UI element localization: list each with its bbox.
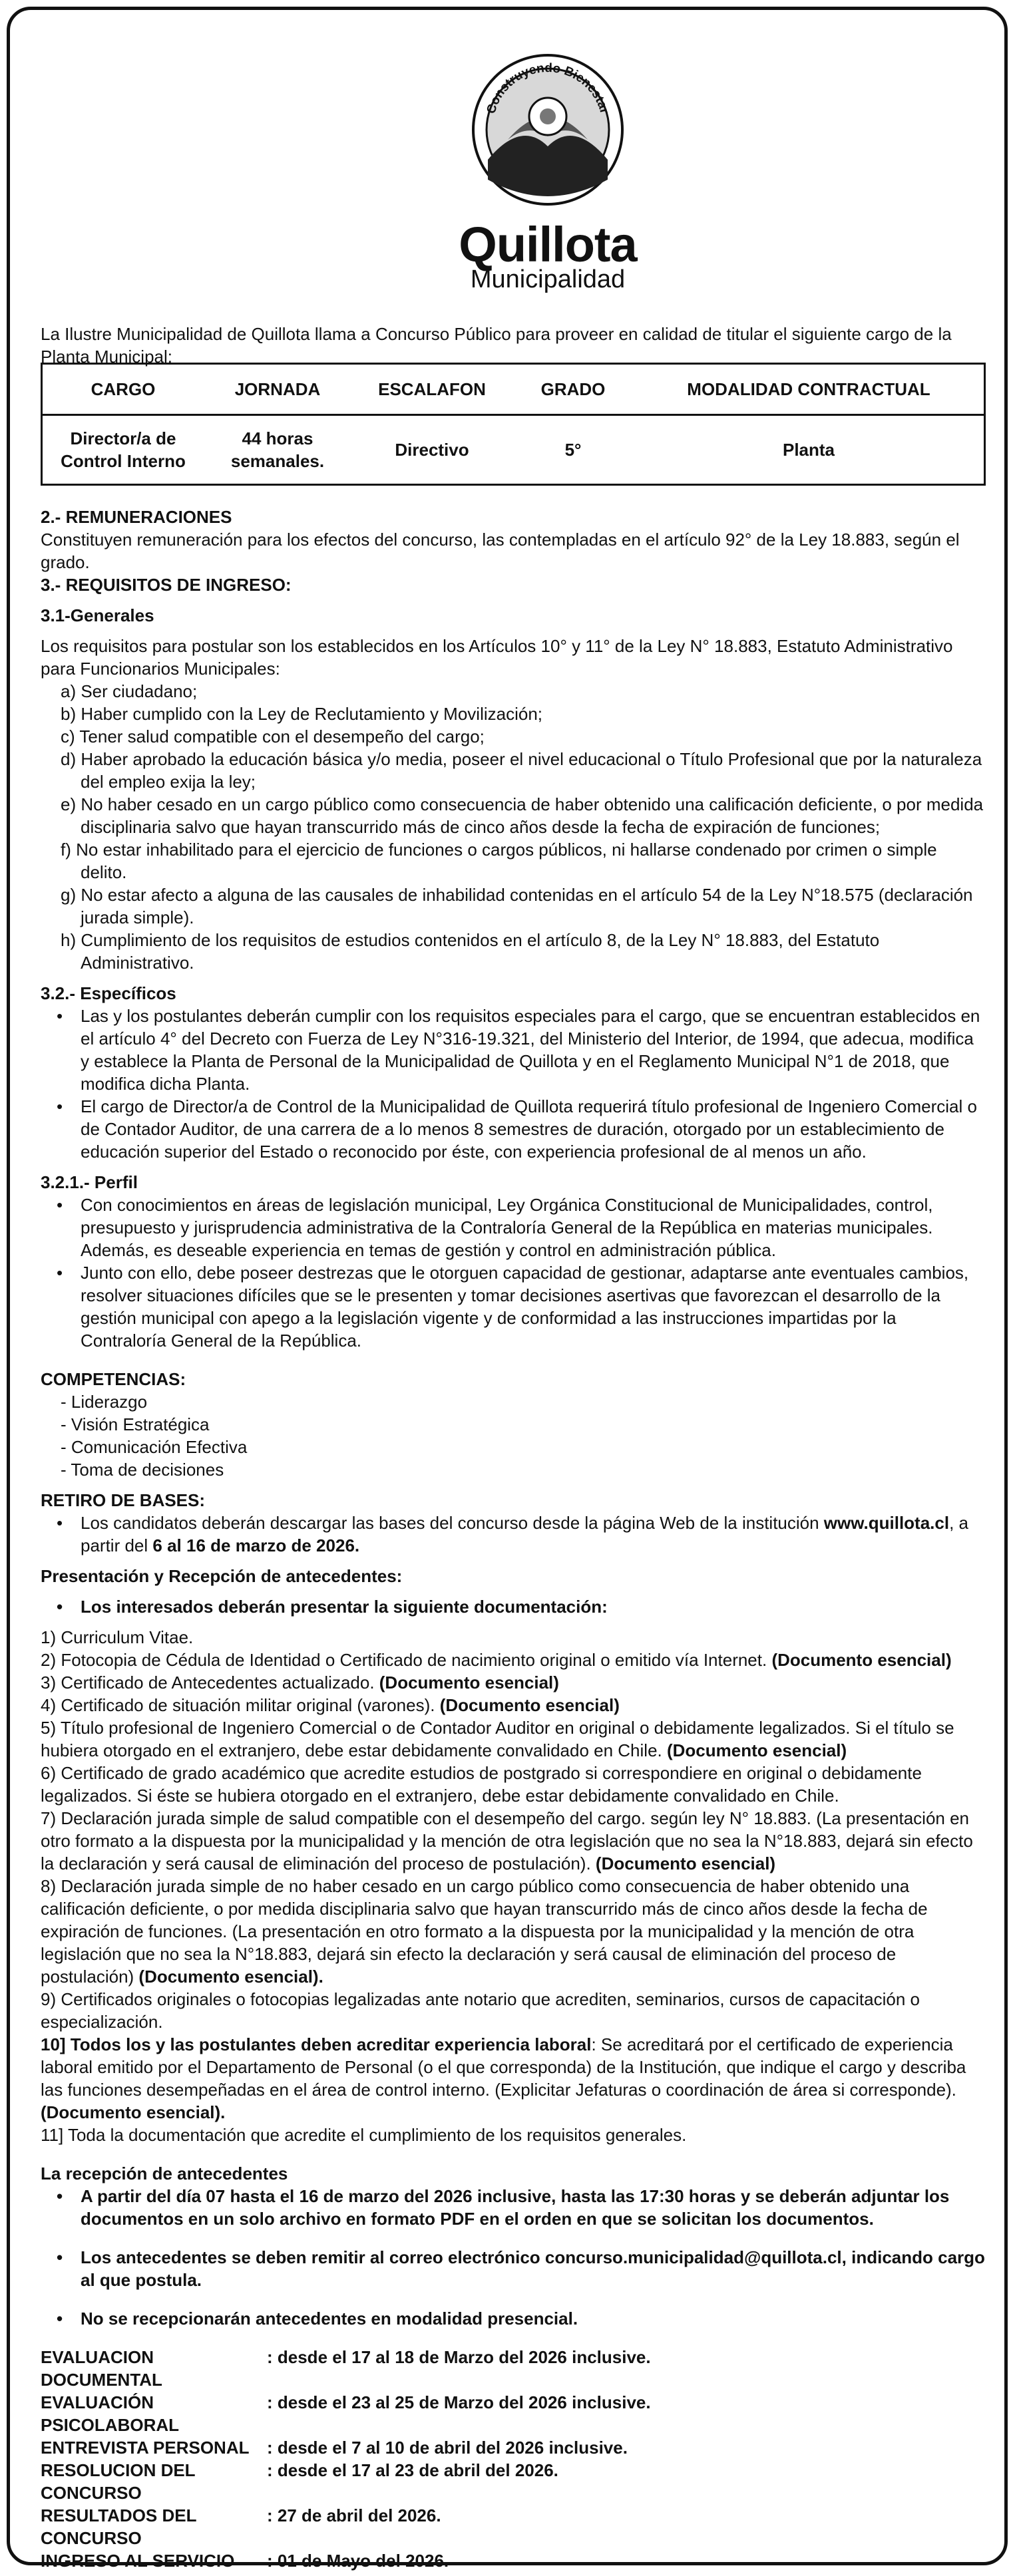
list-item: 9) Certificados originales o fotocopias legalizadas ante notario que acrediten, seminarios, cursos de capacitación o especialización. — [41, 1989, 920, 2032]
list-item: • No se recepcionarán antecedentes en modalidad presencial. — [57, 2309, 578, 2329]
documents-list — [41, 1626, 986, 2146]
list-item: 7) Declaración jurada simple de salud compatible con el desempeño del cargo. según ley N° 18.883. (La presentación en otro formato a la dispuesta por la municipalidad y la mención de otra legislación que no sea la N°18.883, dejará sin efecto la declaración y será causal de eliminación del proceso de postulación). (Documento esencial) — [41, 1808, 973, 1873]
list-item: • A partir del día 07 hasta el 16 de marzo del 2026 inclusive, hasta las 17:30 horas y se deberán adjuntar los documentos en un solo archivo en formato PDF en el orden en que se solicitan los documentos. — [57, 2186, 950, 2229]
list-item: • Junto con ello, debe poseer destrezas que le otorguen capacidad de gestionar, adaptarse ante eventuales cambios, resolver situaciones difíciles que se le presenten y tomar decisiones asertivas que favorezcan el desarrollo de la gestión municipal con apego a la legislación vigente y de conformidad a las instrucciones impartidas por la Contraloría General de la República. — [57, 1263, 969, 1351]
col-escalafon: ESCALAFON — [351, 364, 512, 415]
list-item: 5) Título profesional de Ingeniero Comercial o de Contador Auditor en original o debidamente legalizados. Si el título se hubiera otorgado en el extranjero, debe estar debidamente convalidado en Chile. (Documento esencial) — [41, 1718, 954, 1760]
intro-text: La Ilustre Municipalidad de Quillota llama a Concurso Público para proveer en calidad de titular el siguiente cargo de la Planta Municipal: — [41, 324, 952, 367]
cell-grado: 5° — [564, 440, 582, 460]
remuneraciones-text: Constituyen remuneración para los efectos del concurso, las contempladas en el artículo 92° de la Ley 18.883, según el grado. — [41, 530, 960, 572]
generales-list — [41, 680, 986, 974]
schedule-value: : desde el 17 al 23 de abril del 2026. — [267, 2460, 558, 2480]
schedule-value: : desde el 17 al 18 de Marzo del 2026 inclusive. — [267, 2347, 651, 2367]
list-item: 10] Todos los y las postulantes deben acreditar experiencia laboral: Se acreditará por el certificado de experiencia laboral emitido por el Departamento de Personal (o el que corresponda) de la Institución, que indique el cargo y describa las funciones desempeñadas en el área de control interno. (Explicitar Jefaturas o coordinación de área si corresponde). (Documento esencial). — [41, 2034, 966, 2122]
list-item: 2) Fotocopia de Cédula de Identidad o Certificado de nacimiento original o emitido vía Internet. (Documento esencial) — [41, 1650, 952, 1670]
list-item: - Visión Estratégica — [61, 1414, 210, 1434]
position-table — [41, 363, 986, 486]
schedule-label: EVALUACIÓN PSICOLABORAL — [41, 2392, 179, 2435]
page-border — [7, 7, 1008, 2571]
schedule-label: INGRESO AL SERVICIO — [41, 2551, 235, 2571]
schedule-label: EVALUACION DOCUMENTAL — [41, 2347, 162, 2390]
cell-jornada: 44 horas semanales. — [230, 428, 325, 471]
perfil-heading: 3.2.1.- Perfil — [41, 1172, 138, 1192]
list-item: 3) Certificado de Antecedentes actualizado. (Documento esencial) — [41, 1673, 559, 1692]
col-cargo: CARGO — [42, 364, 204, 415]
list-item: h) Cumplimiento de los requisitos de estudios contenidos en el artículo 8, de la Ley N° 18.883, del Estatuto Administrativo. — [61, 930, 880, 973]
schedule-value: : desde el 7 al 10 de abril del 2026 inclusive. — [267, 2438, 628, 2458]
cell-modalidad: Planta — [782, 440, 835, 460]
list-item: 6) Certificado de grado académico que acredite estudios de postgrado si correspondiere en original o debidamente legalizados. Si éste se hubiera otorgado en el extranjero, debe estar debidamente convalidado en Chile. — [41, 1763, 922, 1806]
especificos-heading: 3.2.- Específicos — [41, 983, 176, 1003]
retiro-item: • Los candidatos deberán descargar las bases del concurso desde la página Web de la institución www.quillota.cl, a partir del 6 al 16 de marzo de 2026. — [57, 1513, 968, 1555]
presentacion-heading: Presentación y Recepción de antecedentes: — [41, 1566, 403, 1586]
schedule-value: : desde el 23 al 25 de Marzo del 2026 inclusive. — [267, 2392, 651, 2412]
recepcion-heading: La recepción de antecedentes — [41, 2164, 288, 2183]
list-item: 8) Declaración jurada simple de no haber cesado en un cargo público como consecuencia de haber obtenido una calificación deficiente, o por medida disciplinaria salvo que hayan transcurrido más de cinco años desde la fecha de expiración de funciones. (La presentación en otro formato a la dispuesta por la municipalidad y la mención de otra legislación que no sea la N°18.883, dejará sin efecto la declaración y será causal de eliminación del proceso de postulación) (Documento esencial). — [41, 1876, 928, 1987]
list-item: • Las y los postulantes deberán cumplir con los requisitos especiales para el cargo, que se encuentran establecidos en el artículo 4° del Decreto con Fuerza de Ley N°316-19.321, del Ministerio del Interior, de 1994, que adecua, modifica y establece la Planta de Personal de la Municipalidad de Quillota y en el Reglamento Municipal N°1 de 2018, que modifica dicha Planta. — [57, 1006, 980, 1094]
col-jornada: JORNADA — [204, 364, 351, 415]
list-item: e) No haber cesado en un cargo público como consecuencia de haber obtenido una calificación deficiente, o por medida disciplinaria salvo que hayan transcurrido más de cinco años desde la fecha de expiración de funciones; — [61, 794, 984, 837]
quillota-logo — [455, 47, 641, 293]
col-modalidad: MODALIDAD CONTRACTUAL — [634, 364, 985, 415]
schedule-value: : 01 de Mayo del 2026. — [267, 2551, 449, 2571]
list-item: • Con conocimientos en áreas de legislación municipal, Ley Orgánica Constitucional de Municipalidades, control, presupuesto y jurisprudencia administrativa de la Contraloría General de la República en materias municipales. Además, es deseable experiencia en temas de gestión y control en administración pública. — [57, 1195, 933, 1260]
list-item: • Los antecedentes se deben remitir al correo electrónico concurso.municipalidad@quillota.cl, indicando cargo al que postula. — [57, 2247, 985, 2290]
cell-escalafon: Directivo — [395, 440, 469, 460]
list-item: - Toma de decisiones — [61, 1460, 224, 1480]
logo-subtitle: Municipalidad — [470, 265, 626, 293]
list-item: 4) Certificado de situación militar original (varones). (Documento esencial) — [41, 1695, 620, 1715]
list-item: b) Haber cumplido con la Ley de Reclutamiento y Movilización; — [61, 704, 543, 724]
list-item: c) Tener salud compatible con el desempeño del cargo; — [61, 726, 485, 746]
list-item: 1) Curriculum Vitae. — [41, 1627, 194, 1647]
list-item: • El cargo de Director/a de Control de la Municipalidad de Quillota requerirá título profesional de Ingeniero Comercial o de Contador Auditor, de una carrera de a lo menos 8 semestres de duración, otorgado por un establecimiento de educación superior del Estado o reconocido por éste, con experiencia profesional de al menos un año. — [57, 1096, 977, 1162]
list-item: d) Haber aprobado la educación básica y/o media, poseer el nivel educacional o Título Profesional que por la naturaleza del empleo exija la ley; — [61, 749, 982, 792]
generales-text: Los requisitos para postular son los establecidos en los Artículos 10° y 11° de la Ley N° 18.883, Estatuto Administrativo para Funcionarios Municipales: — [41, 636, 953, 679]
retiro-heading: RETIRO DE BASES: — [41, 1490, 206, 1510]
generales-heading: 3.1-Generales — [41, 605, 154, 625]
logo-arc-text: Construyendo Bienestar — [484, 61, 612, 116]
schedule-table — [41, 2346, 986, 2572]
emblem-icon — [468, 47, 628, 213]
schedule-label: RESOLUCION DEL CONCURSO — [41, 2460, 196, 2503]
requisitos-heading: 3.- REQUISITOS DE INGRESO: — [41, 575, 292, 595]
table-row — [42, 415, 985, 485]
list-item: - Comunicación Efectiva — [61, 1437, 248, 1457]
cell-cargo: Director/a de Control Interno — [61, 428, 186, 471]
list-item: a) Ser ciudadano; — [61, 681, 198, 701]
schedule-label: ENTREVISTA PERSONAL — [41, 2438, 250, 2458]
competencias-heading: COMPETENCIAS: — [41, 1369, 186, 1389]
logo-name: Quillota — [459, 217, 637, 272]
remuneraciones-heading: 2.- REMUNERACIONES — [41, 507, 232, 527]
list-item: 11] Toda la documentación que acredite el cumplimiento de los requisitos generales. — [41, 2125, 687, 2145]
website-link[interactable]: www.quillota.cl — [823, 1513, 950, 1533]
col-grado: GRADO — [512, 364, 634, 415]
list-item: - Liderazgo — [61, 1392, 148, 1412]
schedule-value: : 27 de abril del 2026. — [267, 2505, 441, 2525]
list-item: f) No estar inhabilitado para el ejercicio de funciones o cargos públicos, ni hallarse condenado por crimen o simple delito. — [61, 840, 937, 882]
schedule-label: RESULTADOS DEL CONCURSO — [41, 2505, 197, 2548]
presentacion-intro: • Los interesados deberán presentar la siguiente documentación: — [57, 1597, 608, 1617]
list-item: g) No estar afecto a alguna de las causales de inhabilidad contenidas en el artículo 54 de la Ley N°18.575 (declaración jurada simple). — [61, 885, 973, 927]
notice-body — [41, 506, 986, 2572]
